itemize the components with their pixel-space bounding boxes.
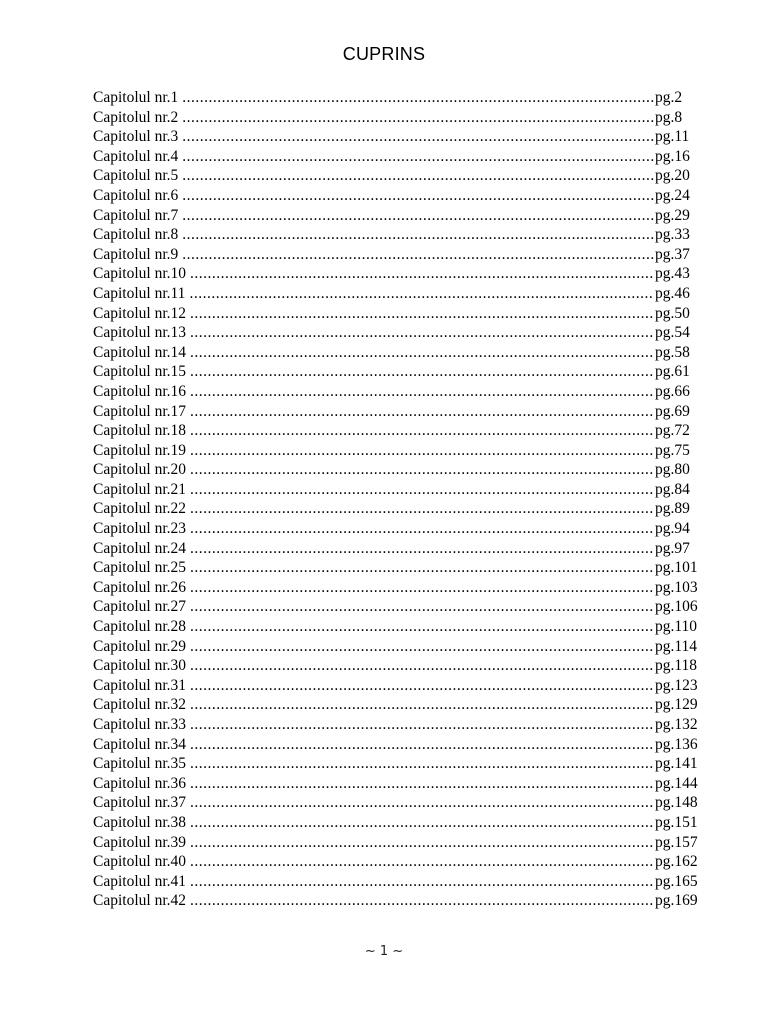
toc-entry-label: Capitolul nr.40 bbox=[93, 853, 186, 871]
toc-entry-label: Capitolul nr.2 bbox=[93, 108, 179, 126]
toc-entry-label: Capitolul nr.4 bbox=[93, 147, 179, 165]
toc-entry-page: pg.46 bbox=[655, 284, 690, 302]
toc-entry bbox=[93, 108, 705, 128]
dot-leader bbox=[182, 127, 654, 147]
toc-entry-label: Capitolul nr.7 bbox=[93, 206, 179, 224]
toc-entry-page: pg.58 bbox=[655, 343, 690, 361]
toc-entry bbox=[93, 715, 705, 735]
toc-entry bbox=[93, 343, 705, 363]
toc-entry bbox=[93, 460, 705, 480]
dot-leader bbox=[190, 735, 654, 755]
dot-leader bbox=[190, 813, 654, 833]
toc-entry-page: pg.101 bbox=[655, 559, 698, 577]
dot-leader bbox=[190, 676, 654, 696]
toc-entry-label: Capitolul nr.22 bbox=[93, 500, 186, 518]
toc-entry bbox=[93, 813, 705, 833]
toc-entry-page: pg.84 bbox=[655, 480, 690, 498]
toc-entry-label: Capitolul nr.29 bbox=[93, 637, 186, 655]
toc-entry-page: pg.144 bbox=[655, 774, 698, 792]
toc-entry bbox=[93, 499, 705, 519]
toc-entry-label: Capitolul nr.28 bbox=[93, 618, 186, 636]
toc-entry-page: pg.69 bbox=[655, 402, 690, 420]
toc-entry-label: Capitolul nr.11 bbox=[93, 284, 186, 302]
toc-entry-label: Capitolul nr.27 bbox=[93, 598, 186, 616]
toc-entry-page: pg.103 bbox=[655, 578, 698, 596]
dot-leader bbox=[190, 499, 654, 519]
toc-entry bbox=[93, 597, 705, 617]
toc-entry-label: Capitolul nr.23 bbox=[93, 520, 186, 538]
toc-entry-label: Capitolul nr.16 bbox=[93, 382, 186, 400]
toc-entry-page: pg.106 bbox=[655, 598, 698, 616]
toc-entry-label: Capitolul nr.38 bbox=[93, 813, 186, 831]
toc-entry-page: pg.89 bbox=[655, 500, 690, 518]
toc-entry-label: Capitolul nr.33 bbox=[93, 716, 186, 733]
toc-entry-label: Capitolul nr.26 bbox=[93, 578, 186, 596]
dot-leader bbox=[190, 774, 654, 794]
toc-entry-label: Capitolul nr.19 bbox=[93, 441, 186, 459]
dot-leader bbox=[182, 108, 654, 128]
page-title: CUPRINS bbox=[342, 44, 426, 64]
toc-entry-page: pg.141 bbox=[655, 755, 698, 773]
toc-entry-label: Capitolul nr.31 bbox=[93, 676, 186, 694]
dot-leader bbox=[190, 519, 654, 539]
toc-entry bbox=[93, 793, 705, 813]
toc-entry-page: pg.61 bbox=[655, 363, 690, 381]
toc-entry-page: pg.72 bbox=[655, 422, 690, 440]
toc-entry bbox=[93, 304, 705, 324]
toc-entry-label: Capitolul nr.3 bbox=[93, 128, 179, 146]
toc-entry-page: pg.114 bbox=[655, 637, 698, 655]
toc-entry-page: pg.50 bbox=[655, 304, 690, 322]
toc-entry-label: Capitolul nr.39 bbox=[93, 833, 186, 851]
dot-leader bbox=[190, 578, 654, 598]
toc-entry bbox=[93, 186, 705, 206]
toc-entry bbox=[93, 323, 705, 343]
dot-leader bbox=[190, 480, 654, 500]
toc-entry-page: pg.37 bbox=[655, 245, 690, 263]
toc-entry-label: Capitolul nr.37 bbox=[93, 794, 186, 812]
toc-entry bbox=[93, 88, 705, 108]
toc-entry bbox=[93, 872, 705, 892]
toc-entry bbox=[93, 637, 705, 657]
toc-entry-label: Capitolul nr.25 bbox=[93, 559, 186, 577]
toc-entry-page: pg.97 bbox=[655, 539, 690, 557]
dot-leader bbox=[190, 833, 654, 853]
toc-entry bbox=[93, 362, 705, 382]
dot-leader bbox=[190, 852, 654, 872]
toc-entry-page: pg.2 bbox=[655, 89, 683, 106]
toc-entry-page: pg.169 bbox=[655, 892, 698, 910]
toc-entry-page: pg.132 bbox=[655, 716, 698, 733]
table-of-contents bbox=[93, 88, 705, 911]
toc-entry bbox=[93, 402, 705, 422]
toc-entry bbox=[93, 578, 705, 598]
toc-entry-label: Capitolul nr.13 bbox=[93, 324, 186, 342]
toc-entry bbox=[93, 127, 705, 147]
toc-entry-page: pg.66 bbox=[655, 382, 690, 400]
toc-entry-label: Capitolul nr.32 bbox=[93, 696, 186, 714]
toc-entry-page: pg.54 bbox=[655, 324, 690, 342]
toc-entry-label: Capitolul nr.41 bbox=[93, 872, 186, 890]
dot-leader bbox=[190, 421, 654, 441]
toc-entry bbox=[93, 852, 705, 872]
toc-entry bbox=[93, 264, 705, 284]
toc-entry bbox=[93, 382, 705, 402]
dot-leader bbox=[190, 637, 654, 657]
toc-entry bbox=[93, 225, 705, 245]
dot-leader bbox=[182, 245, 654, 265]
toc-entry bbox=[93, 656, 705, 676]
toc-entry-label: Capitolul nr.20 bbox=[93, 461, 186, 479]
dot-leader bbox=[182, 225, 654, 245]
toc-entry-label: Capitolul nr.10 bbox=[93, 265, 186, 283]
toc-entry bbox=[93, 558, 705, 578]
toc-entry bbox=[93, 735, 705, 755]
dot-leader bbox=[190, 597, 654, 617]
toc-entry-label: Capitolul nr.6 bbox=[93, 186, 179, 204]
toc-entry-page: pg.157 bbox=[655, 833, 698, 851]
toc-entry-page: pg.165 bbox=[655, 872, 698, 890]
toc-entry-label: Capitolul nr.34 bbox=[93, 735, 186, 753]
toc-entry bbox=[93, 676, 705, 696]
toc-entry bbox=[93, 833, 705, 853]
page-number: ~ 1 ~ bbox=[364, 944, 404, 959]
dot-leader bbox=[190, 558, 654, 578]
toc-entry-page: pg.162 bbox=[655, 853, 698, 871]
toc-entry-label: Capitolul nr.1 bbox=[93, 89, 179, 106]
toc-entry-page: pg.136 bbox=[655, 735, 698, 753]
toc-entry-page: pg.8 bbox=[655, 108, 683, 126]
toc-entry bbox=[93, 245, 705, 265]
toc-entry-page: pg.151 bbox=[655, 813, 698, 831]
toc-entry-page: pg.29 bbox=[655, 206, 690, 224]
toc-entry-page: pg.123 bbox=[655, 676, 698, 694]
toc-entry-label: Capitolul nr.21 bbox=[93, 480, 186, 498]
toc-entry-page: pg.75 bbox=[655, 441, 690, 459]
toc-entry-page: pg.11 bbox=[655, 128, 690, 146]
toc-entry-label: Capitolul nr.35 bbox=[93, 755, 186, 773]
toc-entry bbox=[93, 754, 705, 774]
toc-entry-label: Capitolul nr.42 bbox=[93, 892, 186, 910]
toc-entry bbox=[93, 147, 705, 167]
toc-entry bbox=[93, 774, 705, 794]
toc-entry-page: pg.129 bbox=[655, 696, 698, 714]
dot-leader bbox=[190, 460, 654, 480]
toc-entry-label: Capitolul nr.12 bbox=[93, 304, 186, 322]
toc-entry-page: pg.20 bbox=[655, 167, 690, 185]
dot-leader bbox=[189, 284, 654, 304]
dot-leader bbox=[190, 656, 654, 676]
toc-entry bbox=[93, 480, 705, 500]
dot-leader bbox=[190, 323, 654, 343]
dot-leader bbox=[190, 264, 654, 284]
dot-leader bbox=[190, 715, 654, 735]
toc-entry-label: Capitolul nr.24 bbox=[93, 539, 186, 557]
dot-leader bbox=[190, 362, 654, 382]
dot-leader bbox=[190, 382, 654, 402]
toc-entry bbox=[93, 284, 705, 304]
toc-entry-page: pg.94 bbox=[655, 520, 690, 538]
dot-leader bbox=[182, 88, 654, 108]
toc-entry bbox=[93, 891, 705, 911]
toc-entry-page: pg.80 bbox=[655, 461, 690, 479]
toc-entry-label: Capitolul nr.36 bbox=[93, 774, 186, 792]
dot-leader bbox=[190, 754, 654, 774]
dot-leader bbox=[190, 617, 654, 637]
dot-leader bbox=[190, 441, 654, 461]
dot-leader bbox=[190, 872, 654, 892]
toc-entry bbox=[93, 166, 705, 186]
toc-entry bbox=[93, 539, 705, 559]
toc-entry bbox=[93, 617, 705, 637]
toc-entry-label: Capitolul nr.30 bbox=[93, 657, 186, 675]
toc-entry-page: pg.110 bbox=[655, 618, 698, 636]
dot-leader bbox=[182, 186, 654, 206]
toc-entry bbox=[93, 695, 705, 715]
dot-leader bbox=[190, 539, 654, 559]
toc-entry-label: Capitolul nr.9 bbox=[93, 245, 179, 263]
toc-entry bbox=[93, 519, 705, 539]
toc-entry-label: Capitolul nr.14 bbox=[93, 343, 186, 361]
toc-entry bbox=[93, 421, 705, 441]
dot-leader bbox=[190, 695, 654, 715]
toc-entry-page: pg.148 bbox=[655, 794, 698, 812]
dot-leader bbox=[190, 343, 654, 363]
toc-entry bbox=[93, 206, 705, 226]
toc-entry-label: Capitolul nr.17 bbox=[93, 402, 186, 420]
dot-leader bbox=[182, 166, 654, 186]
dot-leader bbox=[190, 891, 654, 911]
toc-entry-label: Capitolul nr.15 bbox=[93, 363, 186, 381]
dot-leader bbox=[190, 793, 654, 813]
toc-entry-label: Capitolul nr.18 bbox=[93, 422, 186, 440]
toc-entry-label: Capitolul nr.5 bbox=[93, 167, 179, 185]
dot-leader bbox=[182, 206, 654, 226]
toc-entry bbox=[93, 441, 705, 461]
toc-entry-label: Capitolul nr.8 bbox=[93, 226, 179, 244]
dot-leader bbox=[190, 304, 654, 324]
toc-entry-page: pg.33 bbox=[655, 226, 690, 244]
toc-entry-page: pg.24 bbox=[655, 186, 690, 204]
toc-entry-page: pg.118 bbox=[655, 657, 698, 675]
toc-entry-page: pg.16 bbox=[655, 147, 690, 165]
toc-entry-page: pg.43 bbox=[655, 265, 690, 283]
dot-leader bbox=[190, 402, 654, 422]
dot-leader bbox=[182, 147, 654, 167]
